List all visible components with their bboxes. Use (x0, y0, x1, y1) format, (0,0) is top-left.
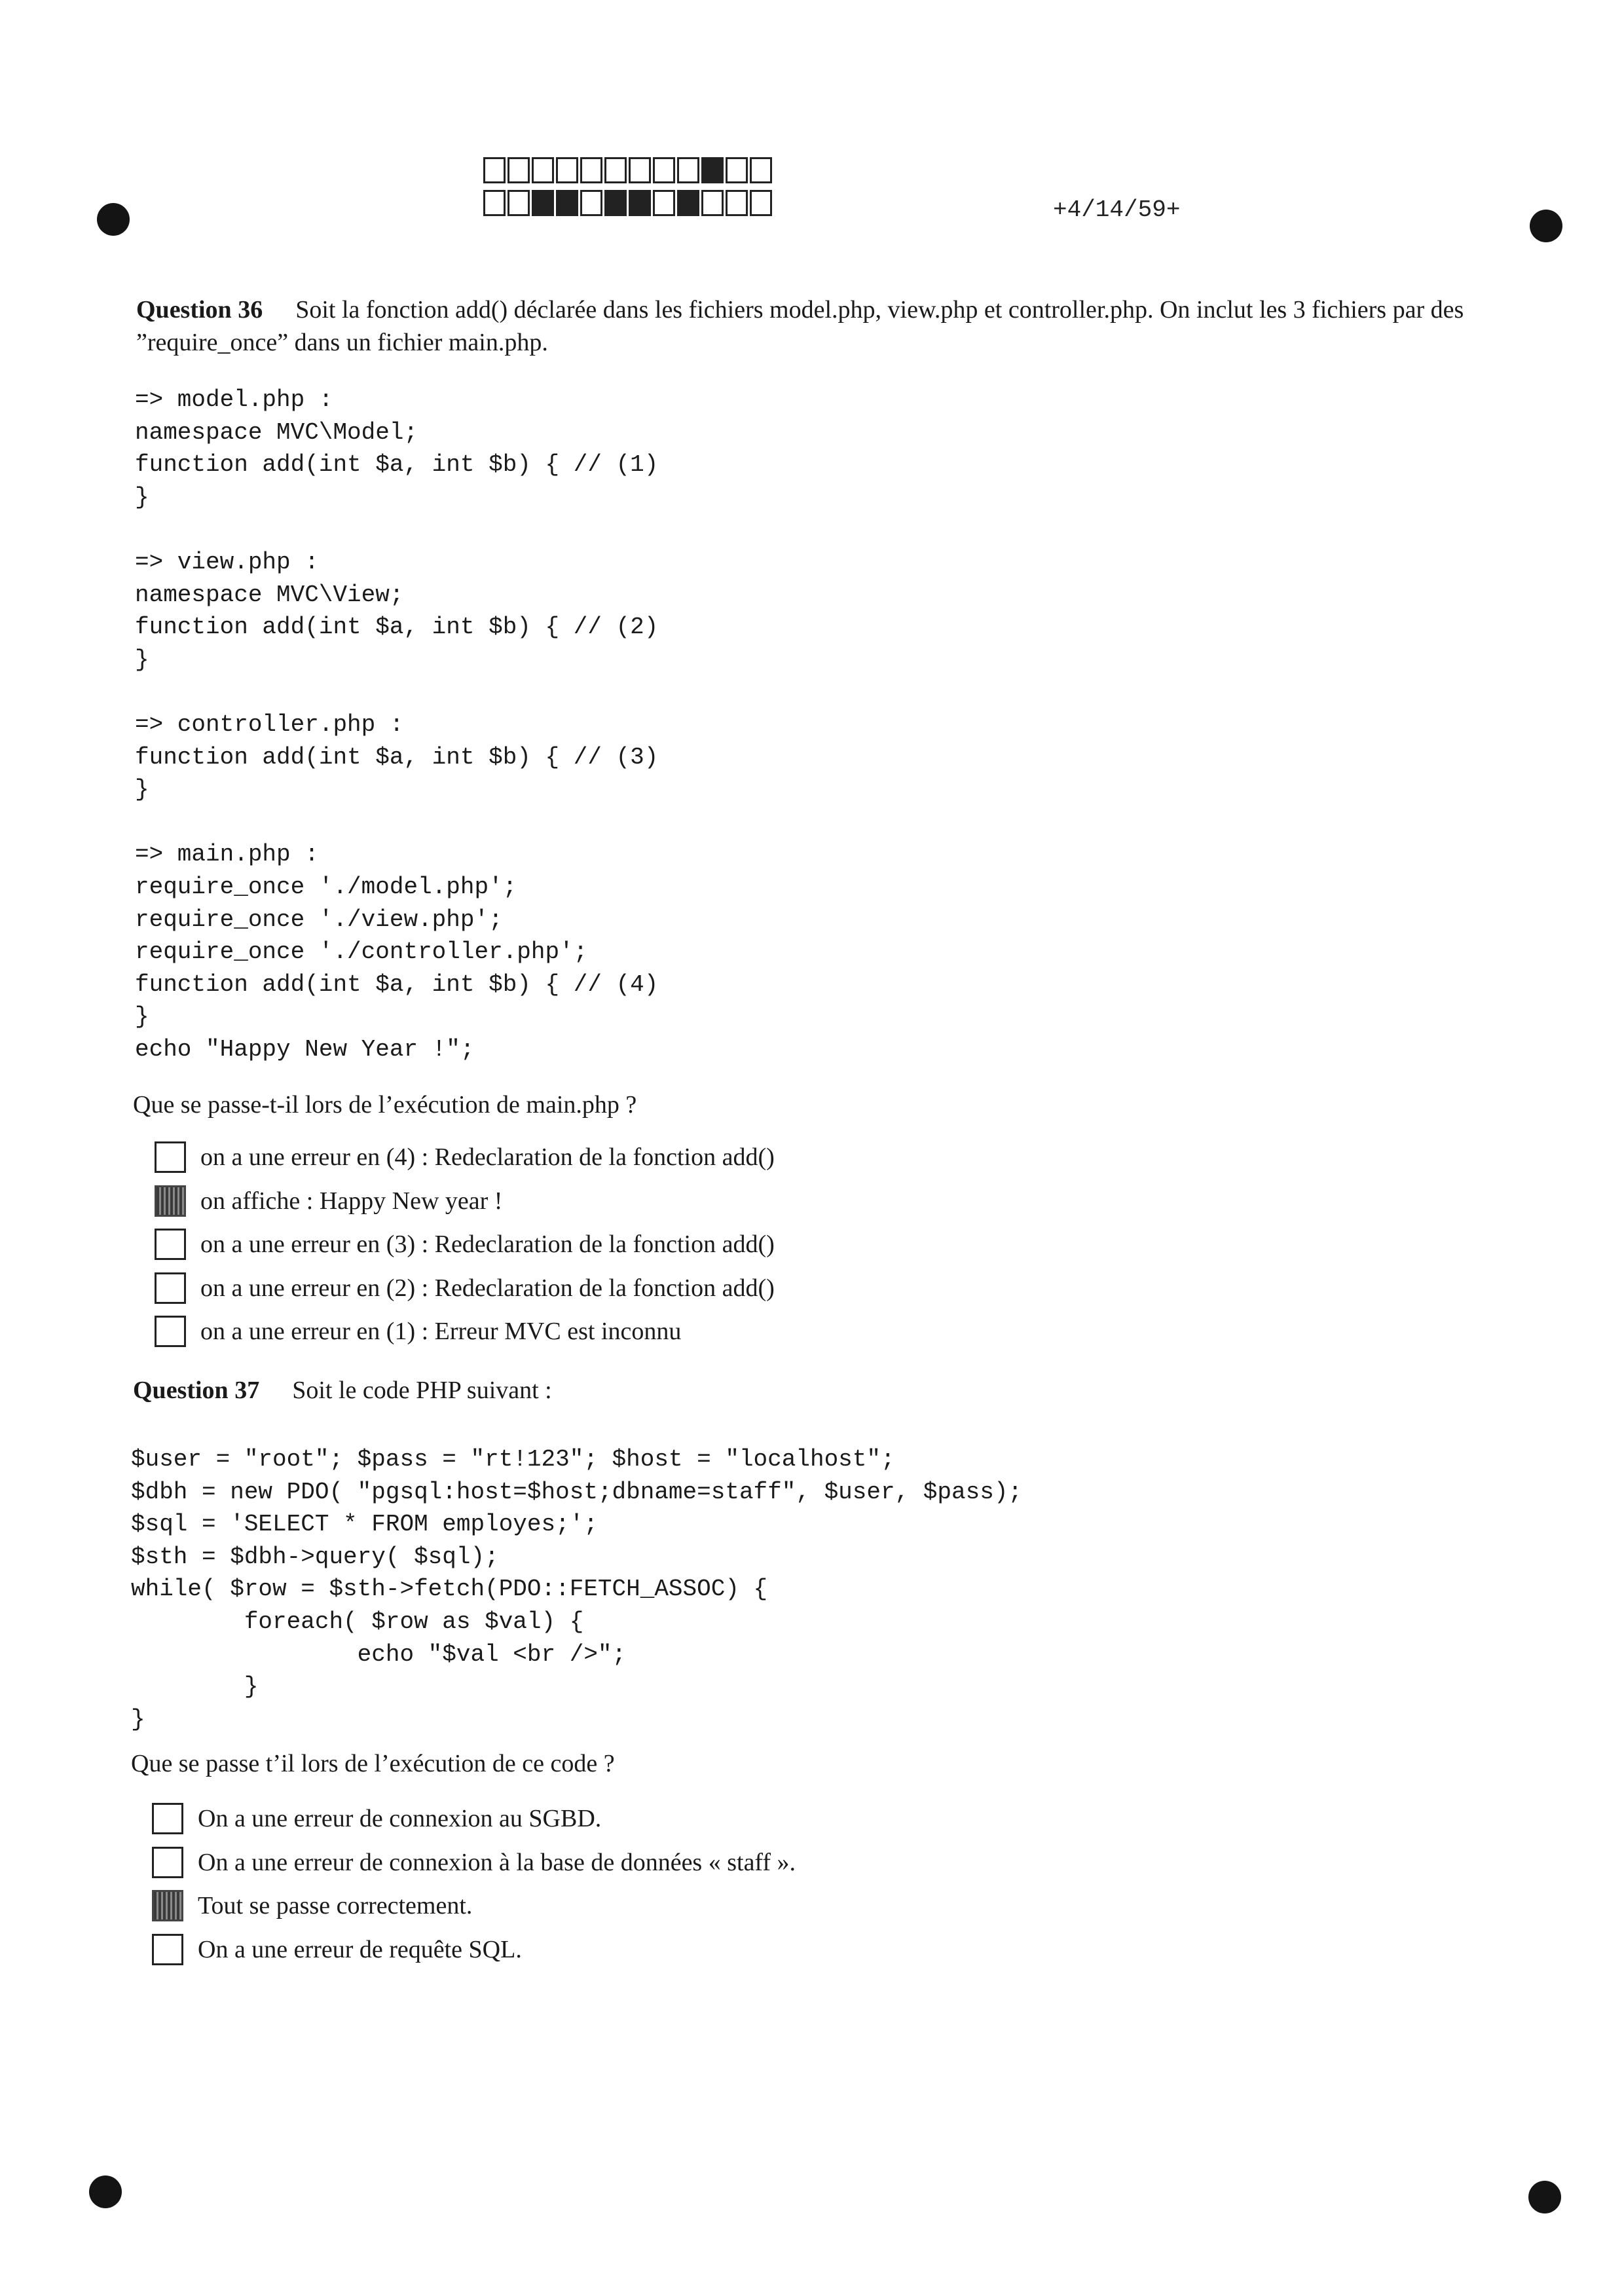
answer-option[interactable] (152, 1889, 796, 1933)
barcode-cell (507, 190, 530, 216)
question-36 (136, 293, 1544, 359)
page-id: +4/14/59+ (1053, 196, 1181, 223)
barcode-cell (726, 157, 748, 183)
barcode-cell (629, 157, 651, 183)
answer-text: on affiche : Happy New year ! (200, 1187, 503, 1215)
registration-mark-bottom-right (1528, 2181, 1561, 2213)
answer-text: on a une erreur en (1) : Erreur MVC est inconnu (200, 1318, 682, 1345)
barcode-cell (483, 190, 506, 216)
barcode-cell (556, 190, 578, 216)
answer-option[interactable] (155, 1185, 775, 1229)
barcode-cell (604, 190, 627, 216)
registration-mark-top-left (97, 203, 130, 236)
barcode-cell (580, 190, 602, 216)
answer-option[interactable] (155, 1228, 775, 1272)
answer-option[interactable] (152, 1802, 796, 1846)
answer-option[interactable] (152, 1933, 796, 1977)
barcode-cell (507, 157, 530, 183)
barcode-cell (653, 190, 675, 216)
barcode-cell (701, 190, 724, 216)
question-37 (133, 1374, 1541, 1407)
checkbox-checked[interactable] (152, 1890, 183, 1921)
barcode-bottom (483, 190, 774, 216)
checkbox[interactable] (152, 1847, 183, 1878)
checkbox[interactable] (155, 1229, 186, 1260)
question-37-label: Question 37 (133, 1377, 260, 1404)
answer-text: On a une erreur de connexion à la base de données « staff ». (198, 1848, 796, 1876)
checkbox[interactable] (155, 1316, 186, 1347)
registration-mark-top-right (1530, 210, 1562, 242)
answer-option[interactable] (155, 1272, 775, 1316)
answer-text: Tout se passe correctement. (198, 1892, 473, 1919)
barcode-cell (532, 190, 554, 216)
checkbox[interactable] (155, 1272, 186, 1304)
answer-option[interactable] (155, 1315, 775, 1359)
answer-text: on a une erreur en (3) : Redeclaration de la fonction add() (200, 1231, 775, 1258)
answer-text: on a une erreur en (4) : Redeclaration de la fonction add() (200, 1143, 775, 1171)
barcode-cell (701, 157, 724, 183)
barcode-cell (556, 157, 578, 183)
question-37-prompt: Que se passe t’il lors de l’exécution de ce code ? (131, 1750, 615, 1777)
answer-option[interactable] (152, 1846, 796, 1890)
barcode-cell (677, 190, 699, 216)
checkbox-checked[interactable] (155, 1185, 186, 1217)
barcode-cell (653, 157, 675, 183)
registration-mark-bottom-left (89, 2176, 122, 2208)
barcode-cell (604, 157, 627, 183)
barcode-top (483, 157, 774, 183)
question-37-code: $user = "root"; $pass = "rt!123"; $host = "localhost"; $dbh = new PDO( "pgsql:host=$host;dbname=staff", $user, $pass); $sql = 'SELECT * FROM employes;'; $sth = $dbh->query( $sql); while( $row = $sth->fetch(PDO::FETCH_ASSOC) { foreach( $row as $val) { echo "$val <br />"; } } (131, 1446, 1023, 1733)
question-36-text: Soit la fonction add() déclarée dans les fichiers model.php, view.php et controller.php. On inclut les 3 fichiers par des ”require_once” dans un fichier main.php. (136, 296, 1464, 356)
barcode-cell (629, 190, 651, 216)
question-37-text: Soit le code PHP suivant : (292, 1377, 552, 1404)
checkbox[interactable] (155, 1141, 186, 1173)
question-36-code: => model.php : namespace MVC\Model; function add(int $a, int $b) { // (1) } => view.php : namespace MVC\View; function add(int $a, int $b) { // (2) } => controller.php : function add(int $a, int $b) { // (3) } => main.php : require_once './model.php'; require_once './view.php'; require_once './controller.php'; function add(int $a, int $b) { // (4) } echo "Happy New Year !"; (135, 386, 659, 1063)
barcode-cell (532, 157, 554, 183)
barcode-cell (750, 157, 772, 183)
checkbox[interactable] (152, 1934, 183, 1965)
question-36-label: Question 36 (136, 296, 263, 324)
answer-text: on a une erreur en (2) : Redeclaration de la fonction add() (200, 1274, 775, 1302)
answer-text: On a une erreur de connexion au SGBD. (198, 1805, 602, 1832)
answer-option[interactable] (155, 1141, 775, 1185)
barcode-cell (483, 157, 506, 183)
barcode-cell (726, 190, 748, 216)
barcode-cell (580, 157, 602, 183)
question-37-answers (152, 1802, 796, 1976)
checkbox[interactable] (152, 1803, 183, 1834)
barcode-cell (677, 157, 699, 183)
question-36-answers (155, 1141, 775, 1359)
barcode-cell (750, 190, 772, 216)
question-36-prompt: Que se passe-t-il lors de l’exécution de main.php ? (133, 1091, 637, 1119)
answer-text: On a une erreur de requête SQL. (198, 1935, 522, 1963)
